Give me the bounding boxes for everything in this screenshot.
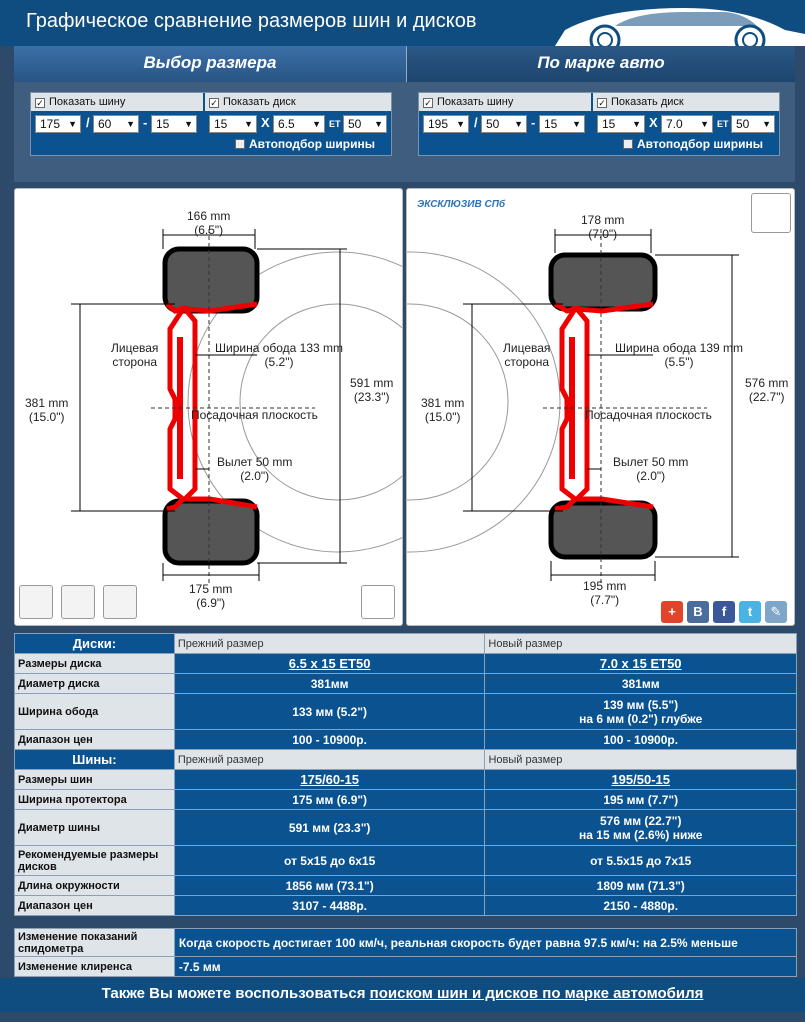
camera-icon[interactable] xyxy=(751,193,791,233)
old-value: 100 - 10900р. xyxy=(174,730,485,750)
old-value: 1856 мм (73.1") xyxy=(174,876,485,896)
checkbox-label: Показать шину xyxy=(437,96,514,108)
row-label: Диаметр диска xyxy=(15,674,175,694)
wheel-view-icon[interactable] xyxy=(61,585,95,619)
table-title: Шины: xyxy=(15,750,175,770)
old-size-box xyxy=(30,92,392,156)
disk-width-select[interactable]: 7.0 ▼ xyxy=(661,115,713,133)
brand-logo: ЭКСКЛЮЗИВ СПб xyxy=(417,199,506,210)
face-side-label: Лицевая сторона xyxy=(111,341,159,369)
table-row xyxy=(15,694,797,730)
old-value: 175 мм (6.9") xyxy=(174,790,485,810)
table-row xyxy=(15,674,797,694)
separator: - xyxy=(531,115,536,130)
separator: / xyxy=(474,115,478,130)
column-header: Новый размер xyxy=(485,634,797,654)
old-value: 591 мм (23.3") xyxy=(174,810,485,846)
tire-width-select[interactable]: 195 ▼ xyxy=(423,115,469,133)
car-silhouette-icon xyxy=(495,0,805,46)
rim-width-label: Ширина обода 139 mm (5.5") xyxy=(615,341,744,369)
row-label: Размеры диска xyxy=(15,654,175,674)
old-value: 381мм xyxy=(174,674,485,694)
size-controls xyxy=(14,46,795,182)
new-size-diagram xyxy=(406,188,795,626)
table-row xyxy=(15,957,797,977)
table-row xyxy=(15,730,797,750)
tire-rim-select[interactable]: 15 ▼ xyxy=(151,115,197,133)
row-label: Диапазон цен xyxy=(15,730,175,750)
old-value: 133 мм (5.2") xyxy=(174,694,485,730)
disk-et-select[interactable]: 50 ▼ xyxy=(343,115,387,133)
separator: - xyxy=(143,115,148,130)
et-label: ET xyxy=(329,119,341,129)
offset-label: Вылет 50 mm (2.0") xyxy=(613,455,689,483)
new-value: 139 мм (5.5") на 6 мм (0.2") глубже xyxy=(485,694,797,730)
page-header xyxy=(0,0,805,46)
disk-width-select[interactable]: 6.5 ▼ xyxy=(273,115,325,133)
summary-table xyxy=(14,928,797,977)
tire-diameter-label: 576 mm (22.7") xyxy=(745,376,789,404)
top-width-label: 166 mm (6.5") xyxy=(187,209,231,237)
show-disk-checkbox[interactable] xyxy=(205,93,391,111)
tire-rim-select[interactable]: 15 ▼ xyxy=(539,115,585,133)
table-row xyxy=(15,929,797,957)
old-value: от 5x15 до 6x15 xyxy=(174,846,485,876)
old-value: 3107 - 4488р. xyxy=(174,896,485,916)
facebook-icon[interactable]: f xyxy=(713,601,735,623)
row-label: Длина окружности xyxy=(15,876,175,896)
table-row xyxy=(15,770,797,790)
checkbox-label: Автоподбор ширины xyxy=(637,137,763,151)
bottom-width-label: 175 mm (6.9") xyxy=(189,582,233,610)
new-value: 2150 - 4880р. xyxy=(485,896,797,916)
show-tire-checkbox[interactable] xyxy=(419,93,591,111)
checkbox-icon: ✓ xyxy=(210,98,218,108)
3d-view-icon[interactable] xyxy=(361,585,395,619)
footer-text: Также Вы можете воспользоваться xyxy=(101,985,370,1002)
auto-width-checkbox[interactable] xyxy=(619,137,763,151)
row-label: Изменение клиренса xyxy=(15,957,175,977)
tire-comparison-table xyxy=(14,749,797,916)
footer-bar xyxy=(0,978,805,1012)
old-tire-size-link[interactable]: 175/60-15 xyxy=(300,771,359,787)
disk-comparison-table xyxy=(14,633,797,750)
new-disk-size-link[interactable]: 7.0 x 15 ET50 xyxy=(599,655,682,671)
tire-view-icon[interactable] xyxy=(19,585,53,619)
et-label: ET xyxy=(717,119,729,129)
tire-profile-select[interactable]: 50 ▼ xyxy=(481,115,527,133)
tire-width-select[interactable]: 175 ▼ xyxy=(35,115,81,133)
new-tire-size-link[interactable]: 195/50-15 xyxy=(611,771,670,787)
checkbox-icon xyxy=(623,139,633,149)
table-row xyxy=(15,896,797,916)
row-label: Диаметр шины xyxy=(15,810,175,846)
old-disk-size-link[interactable]: 6.5 x 15 ET50 xyxy=(288,655,371,671)
bottom-width-label: 195 mm (7.7") xyxy=(583,579,627,607)
old-size-diagram xyxy=(14,188,403,626)
table-row xyxy=(15,790,797,810)
separator: X xyxy=(261,115,270,130)
top-width-label: 178 mm (7.0") xyxy=(581,213,625,241)
table-row xyxy=(15,846,797,876)
table-title: Диски: xyxy=(15,634,175,654)
rim-width-label: Ширина обода 133 mm (5.2") xyxy=(215,341,344,369)
share-plus-icon[interactable]: + xyxy=(661,601,683,623)
page-title: Графическое сравнение размеров шин и дисков xyxy=(26,10,477,32)
checkbox-icon: ✓ xyxy=(424,98,432,108)
checkbox-label: Автоподбор ширины xyxy=(249,137,375,151)
checkbox-label: Показать шину xyxy=(49,96,126,108)
checkbox-icon: ✓ xyxy=(598,98,606,108)
new-size-box xyxy=(418,92,780,156)
table-row xyxy=(15,810,797,846)
table-row xyxy=(15,876,797,896)
row-label: Ширина протектора xyxy=(15,790,175,810)
column-header: Новый размер xyxy=(485,750,797,770)
speedometer-change-value: Когда скорость достигает 100 км/ч, реальная скорость будет равна 97.5 км/ч: на 2.5% меньше xyxy=(174,929,796,957)
new-value: 100 - 10900р. xyxy=(485,730,797,750)
table-row xyxy=(15,654,797,674)
face-side-label: Лицевая сторона xyxy=(503,341,551,369)
checkbox-icon: ✓ xyxy=(36,98,44,108)
offset-label: Вылет 50 mm (2.0") xyxy=(217,455,293,483)
column-header: Прежний размер xyxy=(174,750,485,770)
new-value: 1809 мм (71.3") xyxy=(485,876,797,896)
disk-diameter-select[interactable]: 15 ▼ xyxy=(597,115,645,133)
checkbox-label: Показать диск xyxy=(223,96,296,108)
search-by-car-link[interactable]: поиском шин и дисков по марке автомобиля xyxy=(369,985,704,1002)
row-label: Ширина обода xyxy=(15,694,175,730)
disk-et-select[interactable]: 50 ▼ xyxy=(731,115,775,133)
tab-by-car[interactable]: По марке авто xyxy=(406,46,795,82)
row-label: Изменение показаний спидометра xyxy=(15,929,175,957)
new-value: 576 мм (22.7") на 15 мм (2.6%) ниже xyxy=(485,810,797,846)
disk-view-icon[interactable] xyxy=(103,585,137,619)
separator: X xyxy=(649,115,658,130)
twitter-icon[interactable]: t xyxy=(739,601,761,623)
show-tire-checkbox[interactable] xyxy=(31,93,203,111)
rim-diameter-label: 381 mm (15.0") xyxy=(25,396,69,424)
separator: / xyxy=(86,115,90,130)
disk-diameter-select[interactable]: 15 ▼ xyxy=(209,115,257,133)
row-label: Диапазон цен xyxy=(15,896,175,916)
new-value: 381мм xyxy=(485,674,797,694)
rim-diameter-label: 381 mm (15.0") xyxy=(421,396,465,424)
new-value: от 5.5x15 до 7x15 xyxy=(485,846,797,876)
mount-plane-label: Посадочная плоскость xyxy=(585,408,712,422)
row-label: Рекомендуемые размеры дисков xyxy=(15,846,175,876)
mount-plane-label: Посадочная плоскость xyxy=(191,408,318,422)
new-value: 195 мм (7.7") xyxy=(485,790,797,810)
checkbox-label: Показать диск xyxy=(611,96,684,108)
tire-profile-select[interactable]: 60 ▼ xyxy=(93,115,139,133)
tire-diameter-label: 591 mm (23.3") xyxy=(350,376,394,404)
vk-icon[interactable]: B xyxy=(687,601,709,623)
clearance-change-value: -7.5 мм xyxy=(174,957,796,977)
tab-size-select[interactable]: Выбор размера xyxy=(14,46,406,82)
livejournal-icon[interactable]: ✎ xyxy=(765,601,787,623)
show-disk-checkbox[interactable] xyxy=(593,93,779,111)
checkbox-icon xyxy=(235,139,245,149)
auto-width-checkbox[interactable] xyxy=(231,137,375,151)
column-header: Прежний размер xyxy=(174,634,485,654)
row-label: Размеры шин xyxy=(15,770,175,790)
